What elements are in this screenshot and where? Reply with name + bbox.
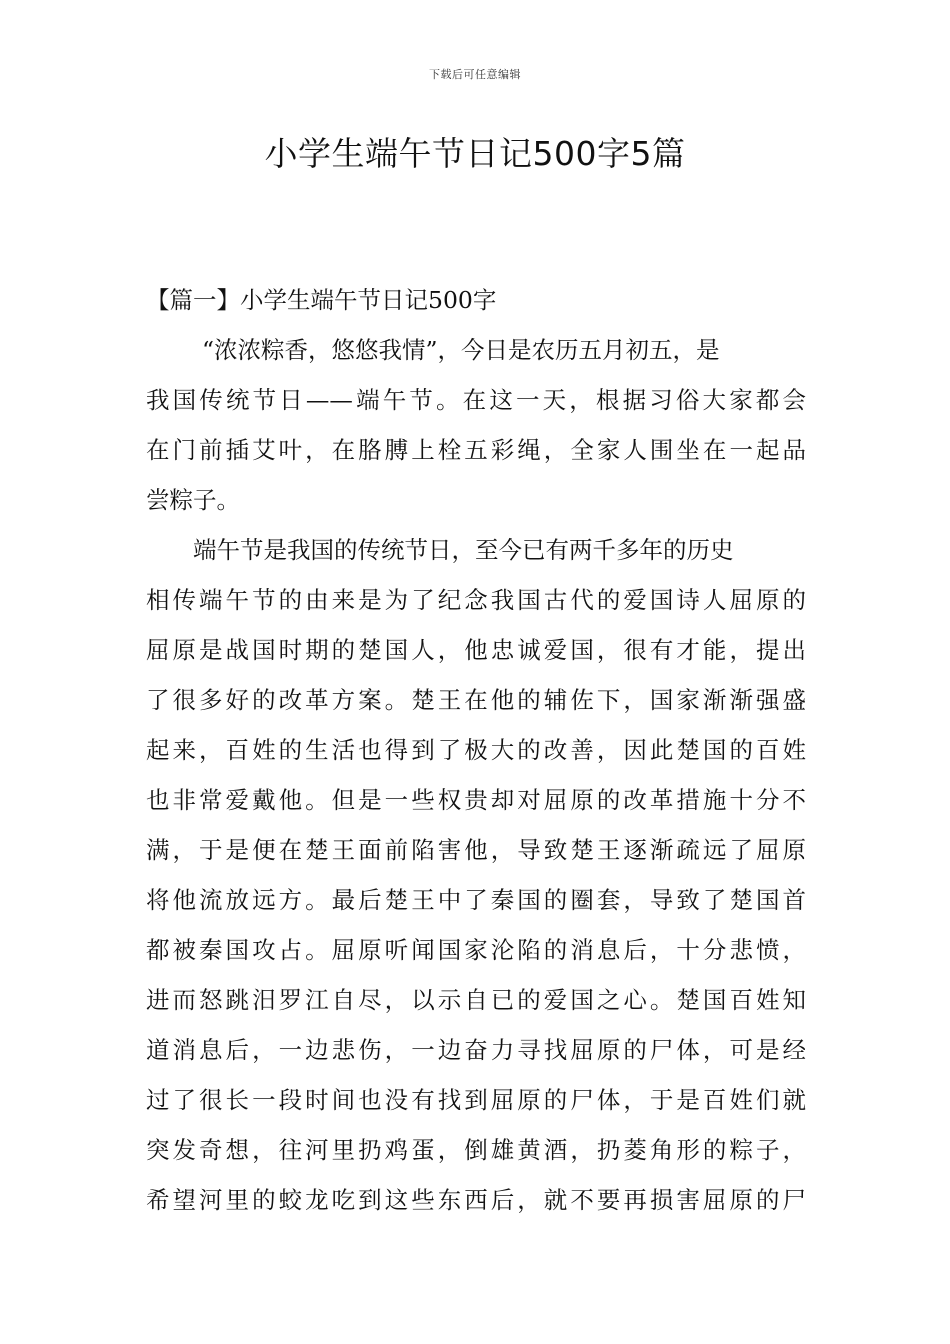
document-body [146, 279, 806, 1229]
paragraph-1 [146, 329, 806, 529]
text-line: 我国传统节日——端午节。在这一天，根据习俗大家都会 [146, 386, 806, 414]
text-line: 起来，百姓的生活也得到了极大的改善，因此楚国的百姓 [146, 736, 806, 764]
text-line: 突发奇想，往河里扔鸡蛋，倒雄黄酒，扔菱角形的粽子， [146, 1136, 806, 1164]
text-line: 进而怒跳汨罗江自尽，以示自已的爱国之心。楚国百姓知 [146, 986, 806, 1014]
text-line: 也非常爱戴他。但是一些权贵却对屈原的改革措施十分不 [146, 786, 806, 814]
text-line: 满，于是便在楚王面前陷害他，导致楚王逐渐疏远了屈原 [146, 836, 806, 864]
text-line: 在门前插艾叶，在胳膊上栓五彩绳，全家人围坐在一起品 [146, 436, 806, 464]
text-line: 尝粽子。 [146, 486, 240, 514]
text-line: 过了很长一段时间也没有找到屈原的尸体，于是百姓们就 [146, 1086, 806, 1114]
text-line: 将他流放远方。最后楚王中了秦国的圈套，导致了楚国首 [146, 886, 806, 914]
text-line: 屈原是战国时期的楚国人，他忠诚爱国，很有才能，提出 [146, 636, 806, 664]
text-line: 端午节是我国的传统节日，至今已有两千多年的历史 [193, 536, 734, 564]
text-line: 道消息后，一边悲伤，一边奋力寻找屈原的尸体，可是经 [146, 1036, 806, 1064]
text-line: 相传端午节的由来是为了纪念我国古代的爱国诗人屈原的 [146, 586, 806, 614]
text-line: 希望河里的蛟龙吃到这些东西后，就不要再损害屈原的尸 [146, 1186, 806, 1214]
text-line: “浓浓粽香，悠悠我情”，今日是农历五月初五，是 [202, 336, 720, 364]
text-line: 了很多好的改革方案。楚王在他的辅佐下，国家渐渐强盛 [146, 686, 806, 714]
document-title: 小学生端午节日记500字5篇 [264, 134, 686, 173]
header-note: 下载后可任意编辑 [429, 68, 521, 81]
text-line: 都被秦国攻占。屈原听闻国家沦陷的消息后，十分悲愤， [146, 936, 806, 964]
paragraph-2 [146, 529, 806, 1229]
section-heading: 【篇一】小学生端午节日记500字 [146, 286, 497, 314]
